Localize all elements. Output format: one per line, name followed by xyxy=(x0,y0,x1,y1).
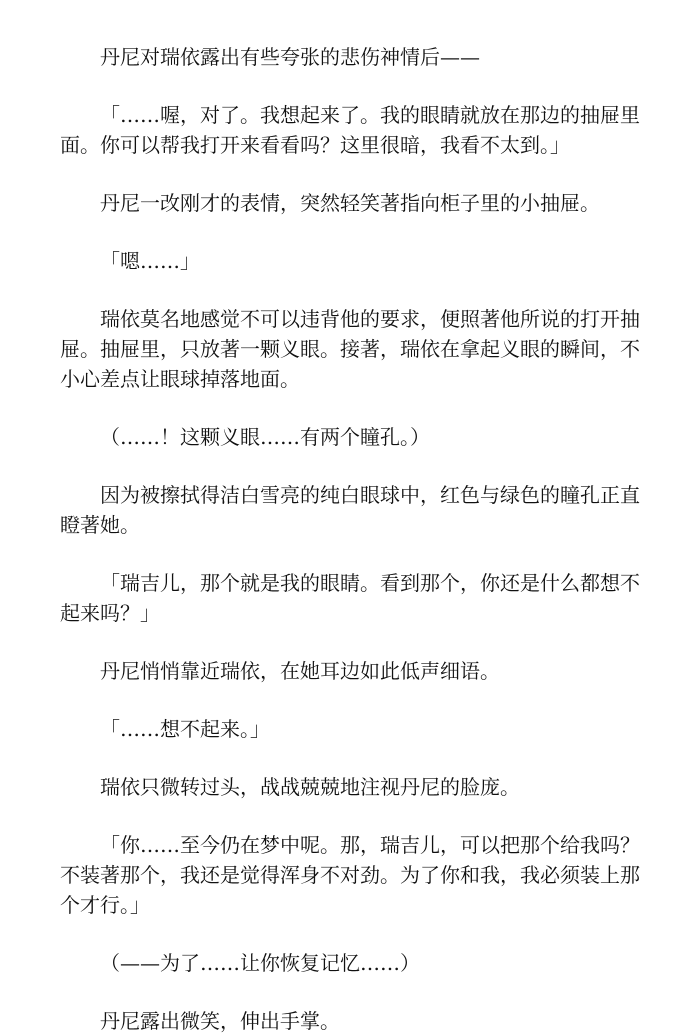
paragraph-5: 瑞依莫名地感觉不可以违背他的要求，便照著他所说的打开抽屉。抽屉里，只放著一颗义眼。接著，瑞依在拿起义眼的瞬间，不小心差点让眼球掉落地面。 xyxy=(60,307,640,391)
paragraph-2: 「……喔，对了。我想起来了。我的眼睛就放在那边的抽屉里面。你可以帮我打开来看看吗？这里很暗，我看不太到。」 xyxy=(60,103,640,157)
paragraph-4: 「嗯……」 xyxy=(100,249,200,273)
paragraph-12: 「你……至今仍在梦中呢。那，瑞吉儿，可以把那个给我吗？不装著那个，我还是觉得浑身不对劲。为了你和我，我必须装上那个才行。」 xyxy=(60,833,640,917)
paragraph-13: （——为了……让你恢复记忆……） xyxy=(100,951,420,975)
paragraph-7: 因为被擦拭得洁白雪亮的纯白眼球中，红色与绿色的瞳孔正直瞪著她。 xyxy=(60,483,640,537)
paragraph-14: 丹尼露出微笑，伸出手掌。 xyxy=(100,1009,340,1033)
paragraph-11: 瑞依只微转过头，战战兢兢地注视丹尼的脸庞。 xyxy=(100,775,520,799)
paragraph-1: 丹尼对瑞依露出有些夸张的悲伤神情后—— xyxy=(100,45,480,69)
document-page xyxy=(60,42,650,1036)
paragraph-6: （……！这颗义眼……有两个瞳孔。） xyxy=(100,425,430,449)
paragraph-9: 丹尼悄悄靠近瑞依，在她耳边如此低声细语。 xyxy=(100,659,500,683)
paragraph-3: 丹尼一改刚才的表情，突然轻笑著指向柜子里的小抽屉。 xyxy=(100,191,600,215)
paragraph-10: 「……想不起来。」 xyxy=(100,717,270,741)
paragraph-8: 「瑞吉儿，那个就是我的眼睛。看到那个，你还是什么都想不起来吗？」 xyxy=(60,571,640,625)
